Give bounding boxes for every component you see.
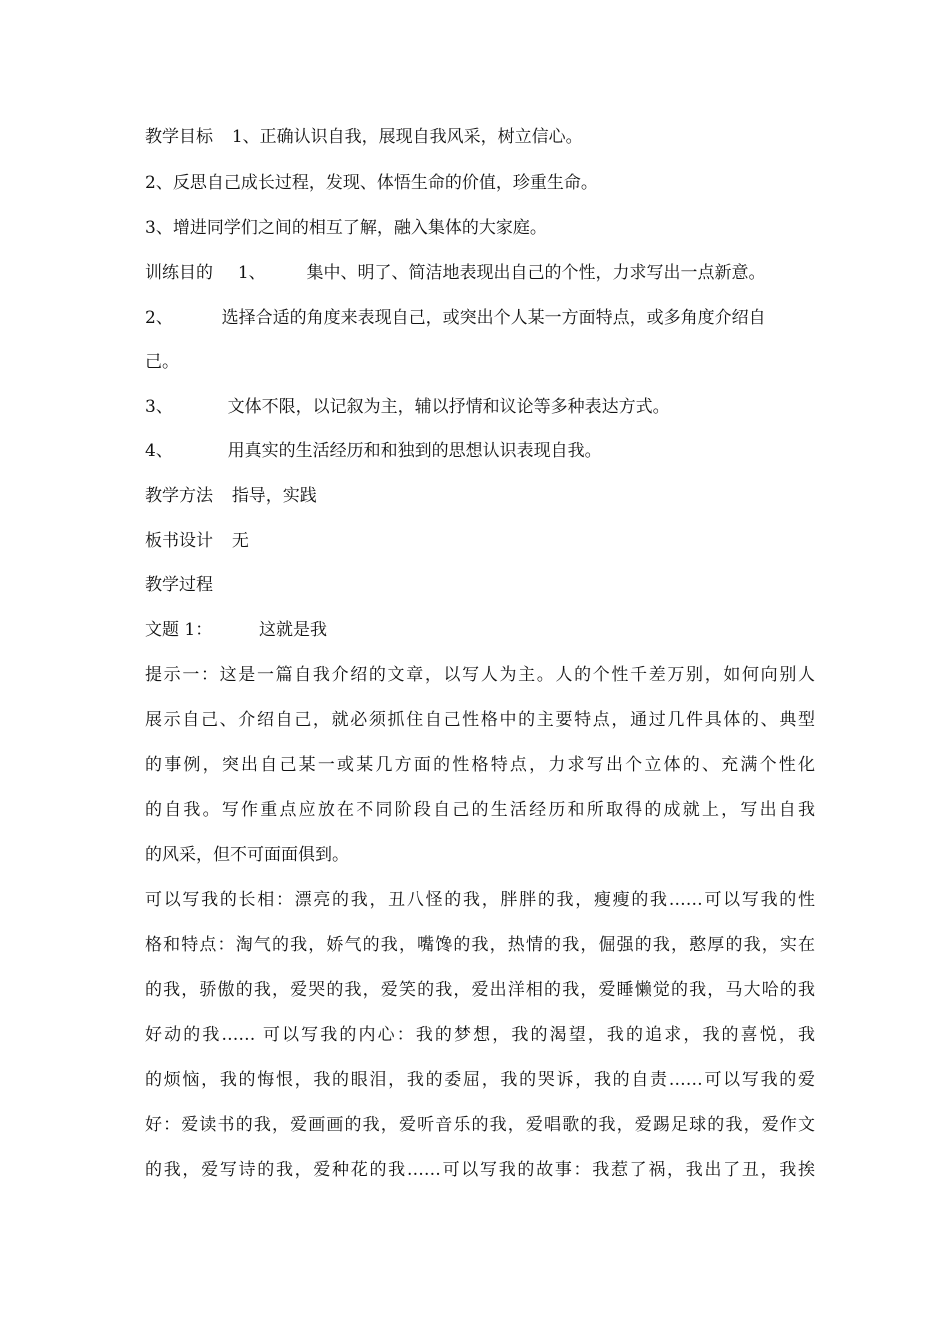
goals-line-2: [145, 173, 815, 193]
training-line-1: [145, 263, 815, 283]
hint-line-3: 的事例，突出自己某一或某几方面的性格特点，力求写出个立体的、充满个性化: [145, 755, 815, 775]
method-value: 指导，实践: [231, 486, 317, 506]
topic-label: 文题 1：: [145, 620, 213, 640]
aspect-line-6: 好：爱读书的我，爱画画的我，爱听音乐的我，爱唱歌的我，爱踢足球的我，爱作文: [145, 1115, 815, 1135]
training-line-4: [145, 441, 815, 461]
training-item-1-text: 集中、明了、简洁地表现出自己的个性，力求写出一点新意。: [306, 263, 766, 283]
hint-line-1: 提示一：这是一篇自我介绍的文章，以写人为主。人的个性千差万别，如何向别人: [145, 665, 815, 685]
training-item-4-text: 用真实的生活经历和和独到的思想认识表现自我。: [227, 441, 602, 461]
aspect-line-4: 好动的我…… 可以写我的内心：我的梦想，我的渴望，我的追求，我的喜悦，我: [145, 1025, 815, 1045]
training-item-2-text: 选择合适的角度来表现自己，或突出个人某一方面特点，或多角度介绍自: [221, 308, 766, 328]
topic-title: 这就是我: [259, 620, 328, 640]
goals-item-3: 3、增进同学们之间的相互了解，融入集体的大家庭。: [145, 218, 547, 238]
goals-label: 教学目标: [145, 127, 213, 147]
goals-line-1: [145, 127, 815, 147]
training-item-4-num: 4、: [145, 441, 173, 461]
goals-item-2: 2、反思自己成长过程，发现、体悟生命的价值，珍重生命。: [145, 173, 598, 193]
aspect-line-7: 的我，爱写诗的我，爱种花的我……可以写我的故事：我惹了祸，我出了丑，我挨: [145, 1160, 815, 1180]
training-line-2: [145, 308, 815, 328]
training-line-3: [145, 397, 815, 417]
goals-line-3: [145, 218, 815, 238]
method-label: 教学方法: [145, 486, 213, 506]
board-value: 无: [231, 531, 249, 551]
training-item-3-text: 文体不限，以记叙为主，辅以抒情和议论等多种表达方式。: [227, 397, 670, 417]
training-item-2-num: 2、: [145, 308, 173, 328]
process-line: [145, 575, 815, 595]
method-line: [145, 486, 815, 506]
topic-line: [145, 620, 815, 640]
aspect-line-2: 格和特点：淘气的我，娇气的我，嘴馋的我，热情的我，倔强的我，憨厚的我，实在: [145, 935, 815, 955]
hint-line-4: 的自我。写作重点应放在不同阶段自己的生活经历和所取得的成就上，写出自我: [145, 800, 815, 820]
aspect-line-1: 可以写我的长相：漂亮的我，丑八怪的我，胖胖的我，瘦瘦的我……可以写我的性: [145, 890, 815, 910]
board-label: 板书设计: [145, 531, 213, 551]
board-line: [145, 531, 815, 551]
training-label: 训练目的: [145, 263, 213, 283]
training-item-2-text-cont: 己。: [145, 352, 179, 372]
training-item-1-num: 1、: [237, 263, 266, 283]
aspect-line-3: 的我，骄傲的我，爱哭的我，爱笑的我，爱出洋相的我，爱睡懒觉的我，马大哈的我: [145, 980, 815, 1000]
process-label: 教学过程: [145, 575, 213, 595]
goals-item-1: 1、正确认识自我，展现自我风采，树立信心。: [231, 127, 583, 147]
training-item-3-num: 3、: [145, 397, 173, 417]
training-line-2-cont: [145, 352, 815, 372]
aspect-line-5: 的烦恼，我的悔恨，我的眼泪，我的委屈，我的哭诉，我的自责……可以写我的爱: [145, 1070, 815, 1090]
hint-line-2: 展示自己、介绍自己，就必须抓住自己性格中的主要特点，通过几件具体的、典型: [145, 710, 815, 730]
hint-line-5: 的风采，但不可面面俱到。: [145, 845, 349, 865]
